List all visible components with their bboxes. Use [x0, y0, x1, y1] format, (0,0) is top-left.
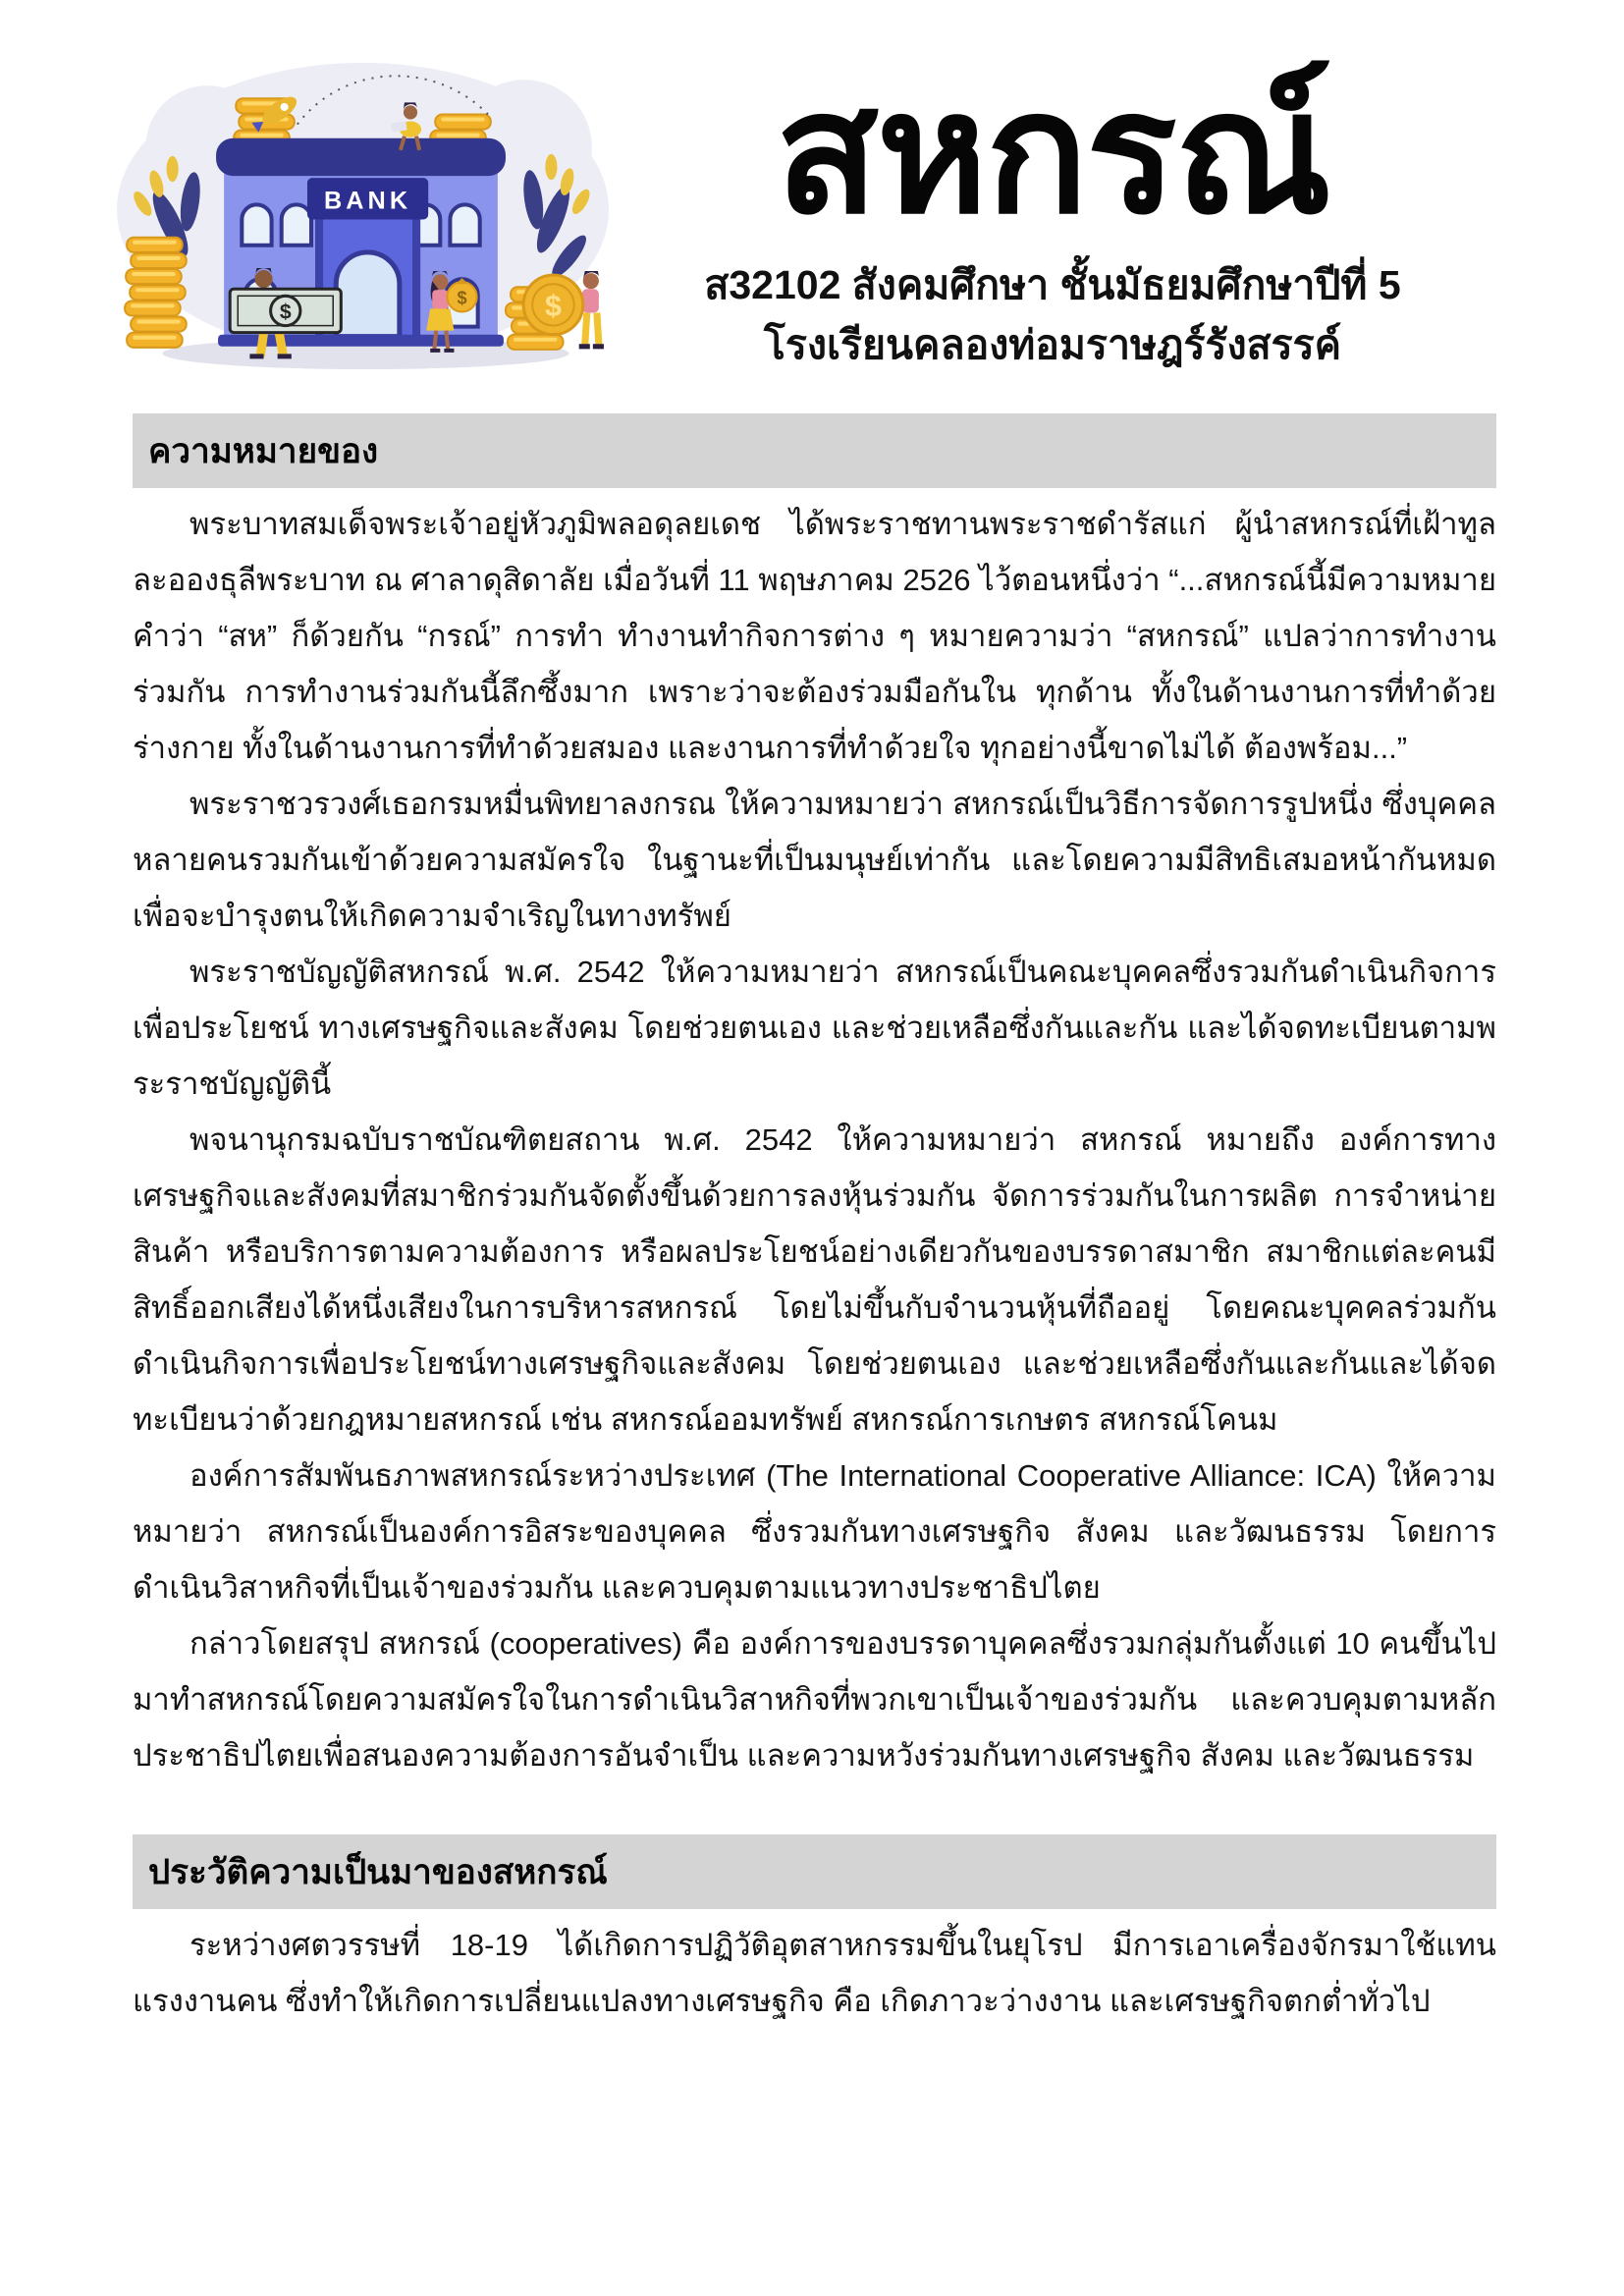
section-heading-history [133, 1834, 1496, 1909]
paragraph: กล่าวโดยสรุป สหกรณ์ (cooperatives) คือ องค์การของบรรดาบุคคลซึ่งรวมกลุ่มกันตั้งแต่ 10 คนขึ้นไปมาทำสหกรณ์โดยความสมัครใจในการดำเนินวิสาหกิจที่พวกเขาเป็นเจ้าของร่วมกัน และควบคุมตามหลักประชาธิปไตยเพื่อสนองความต้องการอันจำเป็น และความหวังร่วมกันทางเศรษฐกิจ สังคม และวัฒนธรรม [133, 1626, 1496, 1773]
banknote-dollar-text: $ [279, 301, 292, 324]
section-meaning-body [133, 496, 1496, 1783]
section-heading-meaning [133, 413, 1496, 488]
school-subtitle: โรงเรียนคลองท่อมราษฎร์รังสรรค์ [763, 322, 1342, 368]
section-heading-text: ความหมายของ [148, 431, 379, 470]
paragraph: พจนานุกรมฉบับราชบัณฑิตยสถาน พ.ศ. 2542 ให้ความหมายว่า สหกรณ์ หมายถึง องค์การทางเศรษฐกิจและสังคมที่สมาชิกร่วมกันจัดตั้งขึ้นด้วยการลงหุ้นร่วมกัน จัดการร่วมกันในการผลิต การจำหน่ายสินค้า หรือบริการตามความต้องการ หรือผลประโยชน์อย่างเดียวกันของบรรดาสมาชิก สมาชิกแต่ละคนมีสิทธิ์ออกเสียงได้หนึ่งเสียงในการบริหารสหกรณ์ โดยไม่ขึ้นกับจำนวนหุ้นที่ถืออยู่ โดยคณะบุคคลร่วมกันดำเนินกิจการเพื่อประโยชน์ทางเศรษฐกิจและสังคม โดยช่วยตนเอง และช่วยเหลือซึ่งกันและกันและได้จดทะเบียนว่าด้วยกฎหมายสหกรณ์ เช่น สหกรณ์ออมทรัพย์ สหกรณ์การเกษตร สหกรณ์โคนม [133, 1122, 1496, 1437]
page-title: สหกรณ์ [775, 59, 1330, 247]
paragraph: พระบาทสมเด็จพระเจ้าอยู่หัวภูมิพลอดุลยเดช ได้พระราชทานพระราชดำรัสแก่ ผู้นำสหกรณ์ที่เฝ้าทูลละอองธุลีพระบาท ณ ศาลาดุสิดาลัย เมื่อวันที่ 11 พฤษภาคม 2526 ไว้ตอนหนึ่งว่า “...สหกรณ์นี้มีความหมาย คำว่า “สห” ก็ด้วยกัน “กรณ์” การทำ ทำงานทำกิจการต่าง ๆ หมายความว่า “สหกรณ์” แปลว่าการทำงานร่วมกัน การทำงานร่วมกันนี้ลึกซึ้งมาก เพราะว่าจะต้องร่วมมือกันใน ทุกด้าน ทั้งในด้านงานการที่ทำด้วยร่างกาย ทั้งในด้านงานการที่ทำด้วยสมอง และงานการที่ทำด้วยใจ ทุกอย่างนี้ขาดไม่ได้ ต้องพร้อม...” [133, 507, 1496, 765]
section-heading-text: ประวัติความเป็นมาของสหกรณ์ [148, 1852, 608, 1891]
paragraph: องค์การสัมพันธภาพสหกรณ์ระหว่างประเทศ (The International Cooperative Alliance: ICA) ให้ความหมายว่า สหกรณ์เป็นองค์การอิสระของบุคคล ซึ่งรวมกันทางเศรษฐกิจ สังคม และวัฒนธรรม โดยการดำเนินวิสาหกิจที่เป็นเจ้าของร่วมกัน และควบคุมตามแนวทางประชาธิปไตย [133, 1458, 1496, 1605]
section-history-body [133, 1917, 1496, 2029]
bank-illustration [113, 47, 609, 386]
course-subtitle: ส32102 สังคมศึกษา ชั้นมัธยมศึกษาปีที่ 5 [704, 261, 1401, 307]
header-text-block [609, 47, 1496, 376]
moneybag-dollar-text: $ [457, 288, 467, 308]
bank-sign-text: BANK [324, 187, 412, 215]
document-header [113, 0, 1496, 386]
paragraph: ระหว่างศตวรรษที่ 18-19 ได้เกิดการปฏิวัติอุตสาหกรรมขึ้นในยุโรป มีการเอาเครื่องจักรมาใช้แทนแรงงานคน ซึ่งทำให้เกิดการเปลี่ยนแปลงทางเศรษฐกิจ คือ เกิดภาวะว่างงาน และเศรษฐกิจตกต่ำทั่วไป [133, 1928, 1496, 2018]
big-coin-dollar-text: $ [545, 290, 562, 323]
paragraph: พระราชวรวงศ์เธอกรมหมื่นพิทยาลงกรณ ให้ความหมายว่า สหกรณ์เป็นวิธีการจัดการรูปหนึ่ง ซึ่งบุคคลหลายคนรวมกันเข้าด้วยความสมัครใจ ในฐานะที่เป็นมนุษย์เท่ากัน และโดยความมีสิทธิเสมอหน้ากันหมด เพื่อจะบำรุงตนให้เกิดความจำเริญในทางทรัพย์ [133, 787, 1496, 933]
coin-stack-bottom-left-icon [125, 238, 187, 348]
paragraph: พระราชบัญญัติสหกรณ์ พ.ศ. 2542 ให้ความหมายว่า สหกรณ์เป็นคณะบุคคลซึ่งรวมกันดำเนินกิจการเพื่อประโยชน์ ทางเศรษฐกิจและสังคม โดยช่วยตนเอง และช่วยเหลือซึ่งกันและกัน และได้จดทะเบียนตามพระราชบัญญัตินี้ [133, 955, 1496, 1101]
